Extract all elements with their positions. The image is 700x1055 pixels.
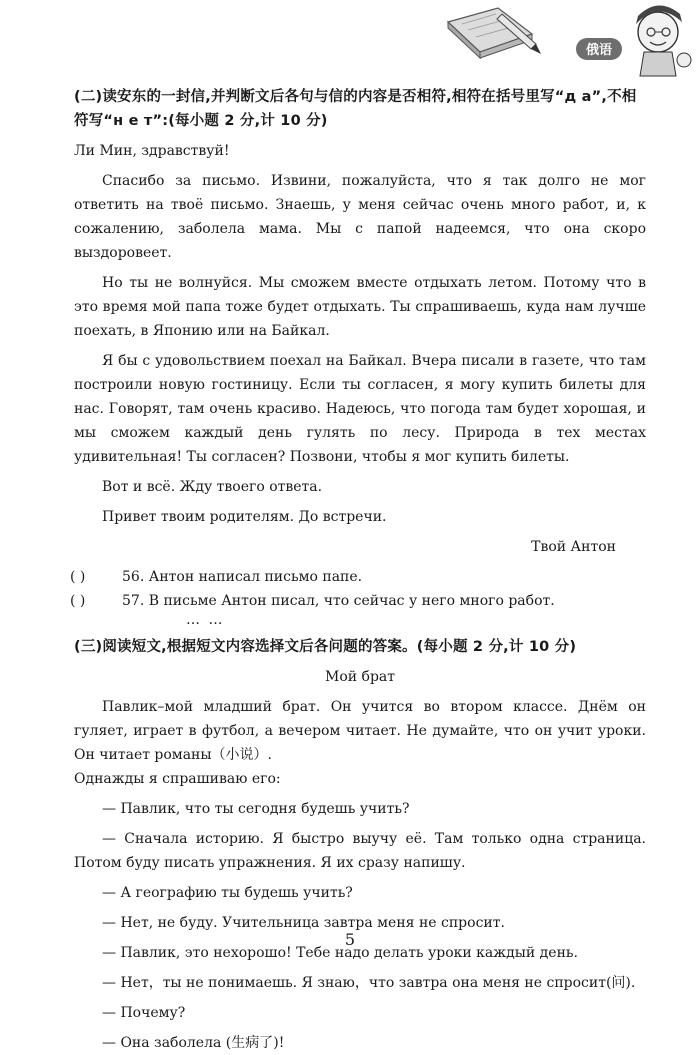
dialogue-line-4: — Нет, не буду. Учительница завтра меня не спросит.: [102, 915, 505, 931]
letter-paragraph-3: Я бы с удовольствием поехал на Байкал. Вчера писали в газете, что там построили новую гостиницу. Если ты согласен, я могу купить билеты для нас. Говорят, там очень красиво. Надеюсь, что погода там будет хорошая, и мы сможем каждый день гулять по лесу. Природа в тех местах удивительная! Ты согласен? Позвони, чтобы я мог купить билеты.: [74, 353, 646, 465]
answer-bracket-57[interactable]: ( ): [70, 593, 86, 609]
letter-paragraph-4: Вот и всё. Жду твоего ответа.: [102, 479, 323, 495]
cartoon-student-mascot-icon: [636, 5, 691, 76]
story-title: Мой брат: [324, 669, 396, 685]
dialogue-line-7: — Почему?: [102, 1005, 186, 1021]
dialogue-line-6: — Нет，ты не понимаешь. Я знаю，что завтра она меня не спросит(问).: [102, 975, 636, 991]
header-decoration: [440, 0, 700, 80]
question-56: [70, 565, 646, 589]
letter-paragraph-2: Но ты не волнуйся. Мы сможем вместе отдыхать летом. Потому что в это время мой папа тоже будет отдыхать. Ты спрашиваешь, куда нам лучше поехать, в Японию или на Байкал.: [74, 275, 646, 339]
question-57: [70, 589, 646, 613]
letter-greeting: Ли Мин, здравствуй!: [74, 143, 230, 159]
page-content: [70, 85, 646, 1055]
question-57-text: 57. В письме Антон писал, что сейчас у него много работ.: [122, 593, 555, 609]
story-paragraph-1b: Однажды я спрашиваю его:: [74, 771, 281, 787]
header-badge: 俄语: [585, 43, 613, 58]
section-3-title: (三)阅读短文,根据短文内容选择文后各问题的答案。(每小题 2 分,计 10 分): [74, 639, 577, 655]
story-paragraph-1: Павлик–мой младший брат. Он учится во втором классе. Днём он гуляет, играет в футбол, а вечером читает. Не думайте, что он учит уроки. Он читает романы（小说）.: [74, 699, 646, 763]
letter-paragraph-1: Спасибо за письмо. Извини, пожалуйста, что я так долго не мог ответить на твоё письмо. Знаешь, у меня сейчас очень много работ, и, к сожалению, заболела мама. Мы с папой надеемся, что она скоро выздоровеет.: [74, 173, 646, 261]
page-number: 5: [344, 930, 356, 949]
section-2-title-line-1: (二)读安东的一封信,并判断文后各句与信的内容是否相符,相符在括号里写“д а”,不相: [74, 89, 637, 105]
section-3: [74, 635, 646, 1055]
dialogue-line-2: — Сначала историю. Я быстро выучу её. Там только одна страница. Потом буду писать упражнения. Я их сразу напишу.: [74, 831, 646, 871]
section-2: [70, 85, 646, 628]
dialogue-line-1: — Павлик, что ты сегодня будешь учить?: [102, 801, 410, 817]
letter-signature: Твой Антон: [531, 539, 616, 555]
ellipsis-marker: … …: [186, 612, 225, 628]
dialogue-line-3: — А географию ты будешь учить?: [102, 885, 353, 901]
answer-bracket-56[interactable]: ( ): [70, 569, 86, 585]
dialogue-line-5: — Павлик, это нехорошо! Тебе надо делать уроки каждый день.: [102, 945, 578, 961]
dialogue-line-8: — Она заболела (生病了)!: [102, 1035, 285, 1051]
letter-paragraph-5: Привет твоим родителям. До встречи.: [102, 509, 387, 525]
section-2-title-line-2: 符写“н е т”:(每小题 2 分,计 10 分): [74, 113, 328, 129]
question-56-text: 56. Антон написал письмо папе.: [122, 569, 363, 585]
